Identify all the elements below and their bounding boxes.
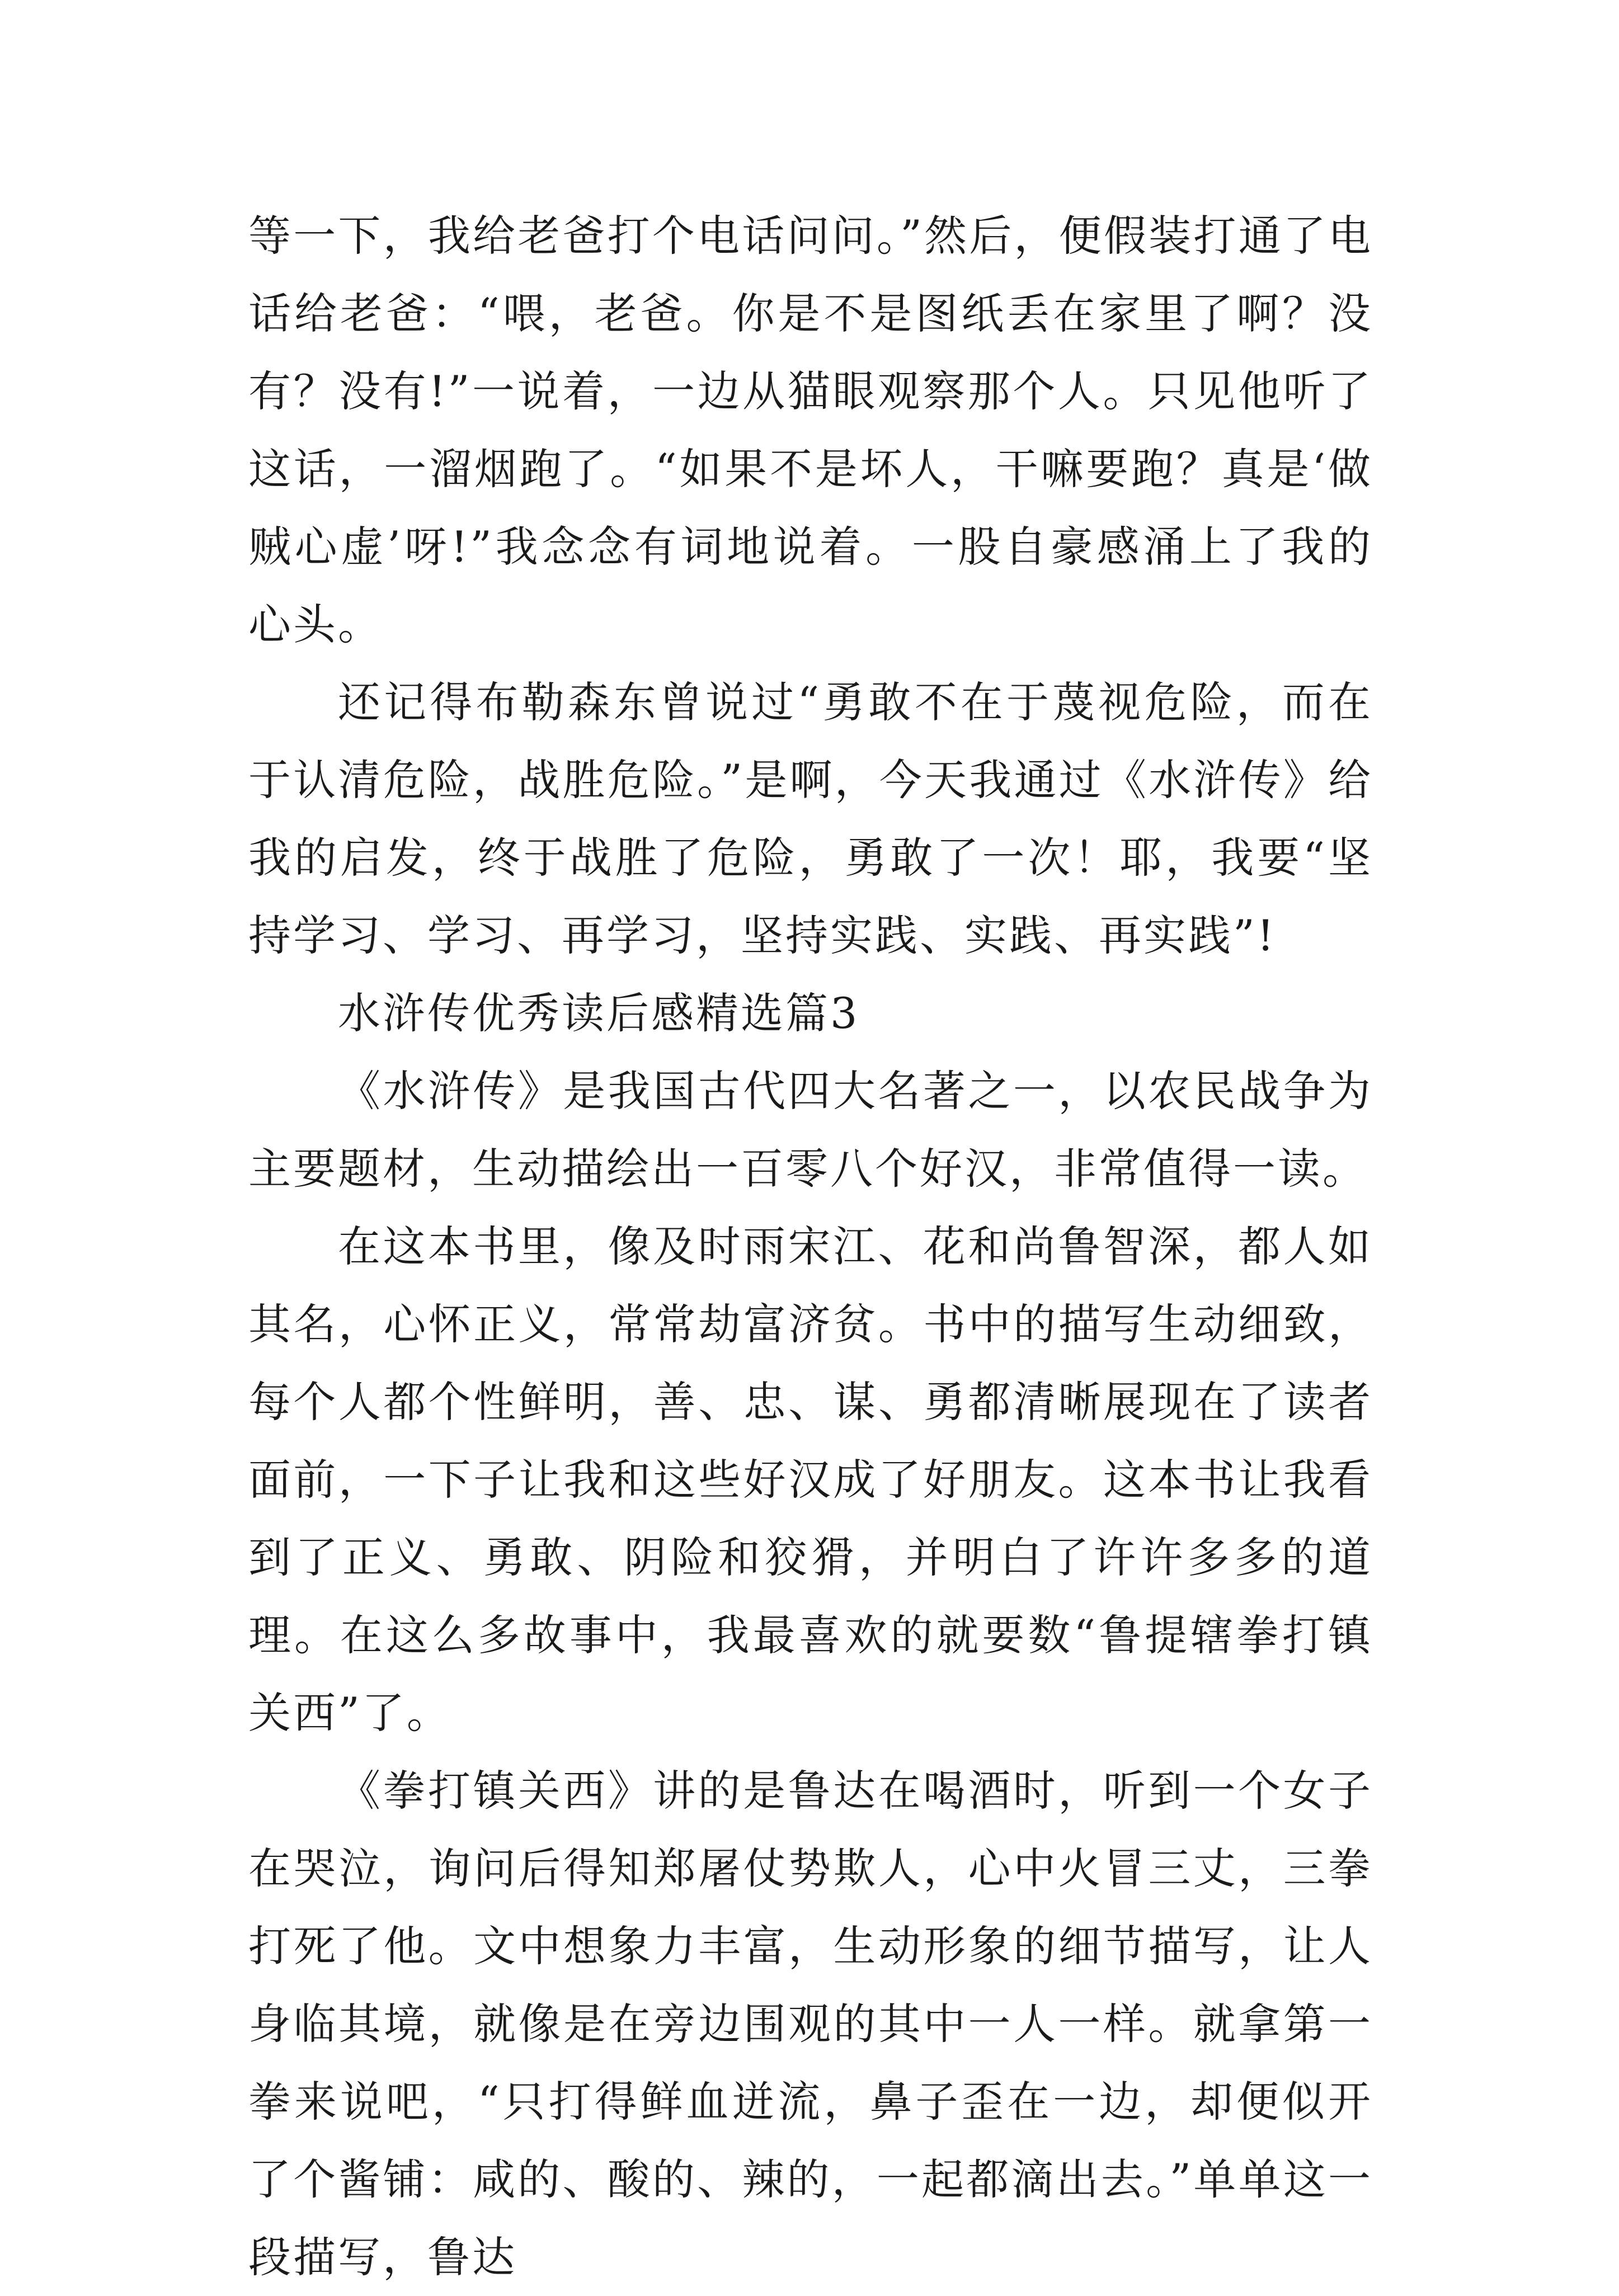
paragraph-story: 《拳打镇关西》讲的是鲁达在喝酒时，听到一个女子在哭泣，询问后得知郑屠仗势欺人，心中火冒三丈，三拳打死了他。文中想象力丰富，生动形象的细节描写，让人身临其境，就像是在旁边围观的其中一人一样。就拿第一拳来说吧，“只打得鲜血迸流，鼻子歪在一边，却便似开了个酱铺：咸的、酸的、辣的，一起都滴出去。”单单这一段描写，鲁达 (248, 1766, 1373, 2282)
article-body (248, 197, 1373, 2296)
paragraph-characters: 在这本书里，像及时雨宋江、花和尚鲁智深，都人如其名，心怀正义，常常劫富济贫。书中的描写生动细致，每个人都个性鲜明，善、忠、谋、勇都清晰展现在了读者面前，一下子让我和这些好汉成了好朋友。这本书让我看到了正义、勇敢、阴险和狡猾，并明白了许许多多的道理。在这么多故事中，我最喜欢的就要数“鲁提辖拳打镇关西”了。 (248, 1222, 1373, 1738)
paragraph-courage: 还记得布勒森东曾说过“勇敢不在于蔑视危险，而在于认清危险，战胜危险。”是啊，今天我通过《水浒传》给我的启发，终于战胜了危险，勇敢了一次！耶，我要“坚持学习、学习、再学习，坚持实践、实践、再实践”! (248, 677, 1373, 960)
paragraph-intro: 《水浒传》是我国古代四大名著之一，以农民战争为主要题材，生动描绘出一百零八个好汉，非常值得一读。 (248, 1066, 1373, 1194)
paragraph-continuation: 等一下，我给老爸打个电话问问。”然后，便假装打通了电话给老爸：“喂，老爸。你是不是图纸丢在家里了啊？没有？没有!”一说着，一边从猫眼观察那个人。只见他听了这话，一溜烟跑了。“如果不是坏人，干嘛要跑？真是‘做贼心虚’呀!”我念念有词地说着。一股自豪感涌上了我的心头。 (248, 211, 1373, 649)
section-heading: 水浒传优秀读后感精选篇3 (338, 988, 860, 1038)
